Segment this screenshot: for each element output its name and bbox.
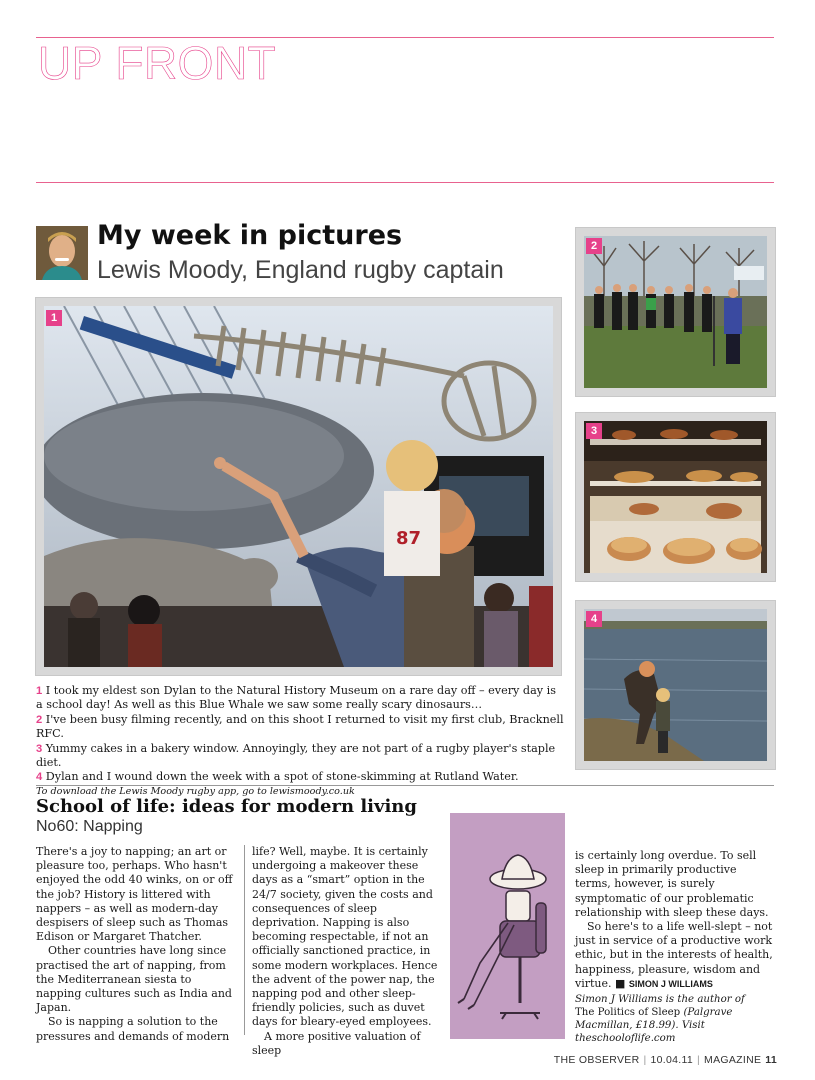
paragraph: is certainly long overdue. To sell sleep in primarily productive terms, however, is surely symptomatic of our problematic relationship with sleep these days. [575,849,769,919]
school-of-life-title: School of life: ideas for modern living [36,796,417,817]
photo-museum [44,306,553,667]
photo-number-badge: 1 [46,310,62,326]
feature-title: My week in pictures [97,220,403,251]
article-column-1 [36,845,236,1044]
paragraph: life? Well, maybe. It is certainly undergoing a makeover these days as a “smart” option in the 24/7 society, given the costs and consequences of sleep deprivation. Napping is also becoming respectable, if not an officially sanctioned practice, in some modern workplaces. Hence the advent of the power nap, the napping pod and other sleep-friendly policies, such as duvet days for bleary-eyed employees. [252,845,438,1029]
photo-rugby-filming [584,236,767,388]
page-number: 11 [765,1054,777,1066]
paragraph: Other countries have long since practised the art of napping, from the Mediterranean siesta to napping cultures such as India and Japan. [36,944,232,1015]
issue-date: 10.04.11 [650,1054,694,1066]
photo-number-badge: 2 [586,238,602,254]
author-signature: SIMON J WILLIAMS [628,978,713,989]
paragraph: So is napping a solution to the pressures and demands of modern [36,1015,230,1043]
napping-illustration [450,813,565,1039]
photo-2-frame [576,228,775,396]
photo-rutland-water [584,609,767,761]
section-name: MAGAZINE [704,1054,762,1066]
column-divider [244,845,245,1035]
photo-number-badge: 3 [586,423,602,439]
page-footer: THE OBSERVER | 10.04.11 | MAGAZINE 11 [553,1054,777,1066]
school-of-life-subtitle: No60: Napping [36,818,143,835]
avatar [36,226,88,280]
article-column-2 [252,845,444,1058]
end-mark-icon: ■ [615,976,626,990]
section-title: UP FRONT [38,37,277,89]
photo-4-frame [576,601,775,769]
caption-1: 1 I took my eldest son Dylan to the Natural History Museum on a rare day off – every day is a school day! As well as this Blue Whale we saw some really scary dinosaurs… [36,684,556,712]
shirt-number: 87 [396,528,422,549]
article-column-3 [575,849,775,1045]
paragraph: A more positive valuation of sleep [252,1029,421,1057]
photo-1-frame [36,298,561,675]
photo-captions [36,684,564,799]
paragraph: So here's to a life well-slept – not just in service of a productive work ethic, but in the interests of health, happiness, pleasure, wisdom and virtue. ■ SIMON J WILLIAMS [575,920,773,990]
caption-3: 3 Yummy cakes in a bakery window. Annoyingly, they are not part of a rugby player's staple diet. [36,741,556,770]
publication-name: THE OBSERVER [553,1054,640,1066]
caption-4: 4 Dylan and I wound down the week with a spot of stone-skimming at Rutland Water. [36,770,519,784]
photo-bakery [584,421,767,573]
caption-2: 2 I've been busy filming recently, and on this shoot I returned to visit my first club, Bracknell RFC. [36,712,564,741]
photo-3-frame [576,413,775,581]
feature-subtitle: Lewis Moody, England rugby captain [97,256,504,284]
header-bottom-rule [36,182,774,183]
author-bio: Simon J Williams is the author of The Politics of Sleep (Palgrave Macmillan, £18.99). Visit theschooloflife.com [575,994,745,1045]
photo-number-badge: 4 [586,611,602,627]
app-download-link[interactable]: To download the Lewis Moody rugby app, go to lewismoody.co.uk [36,785,355,797]
paragraph: There's a joy to napping; an art or pleasure too, perhaps. Who hasn't enjoyed the odd 40 winks, on or off the job? History is littered with nappers – as well as modern-day despisers of sleep such as Thomas Edison or Margaret Thatcher. [36,845,233,944]
section-divider [36,785,774,786]
